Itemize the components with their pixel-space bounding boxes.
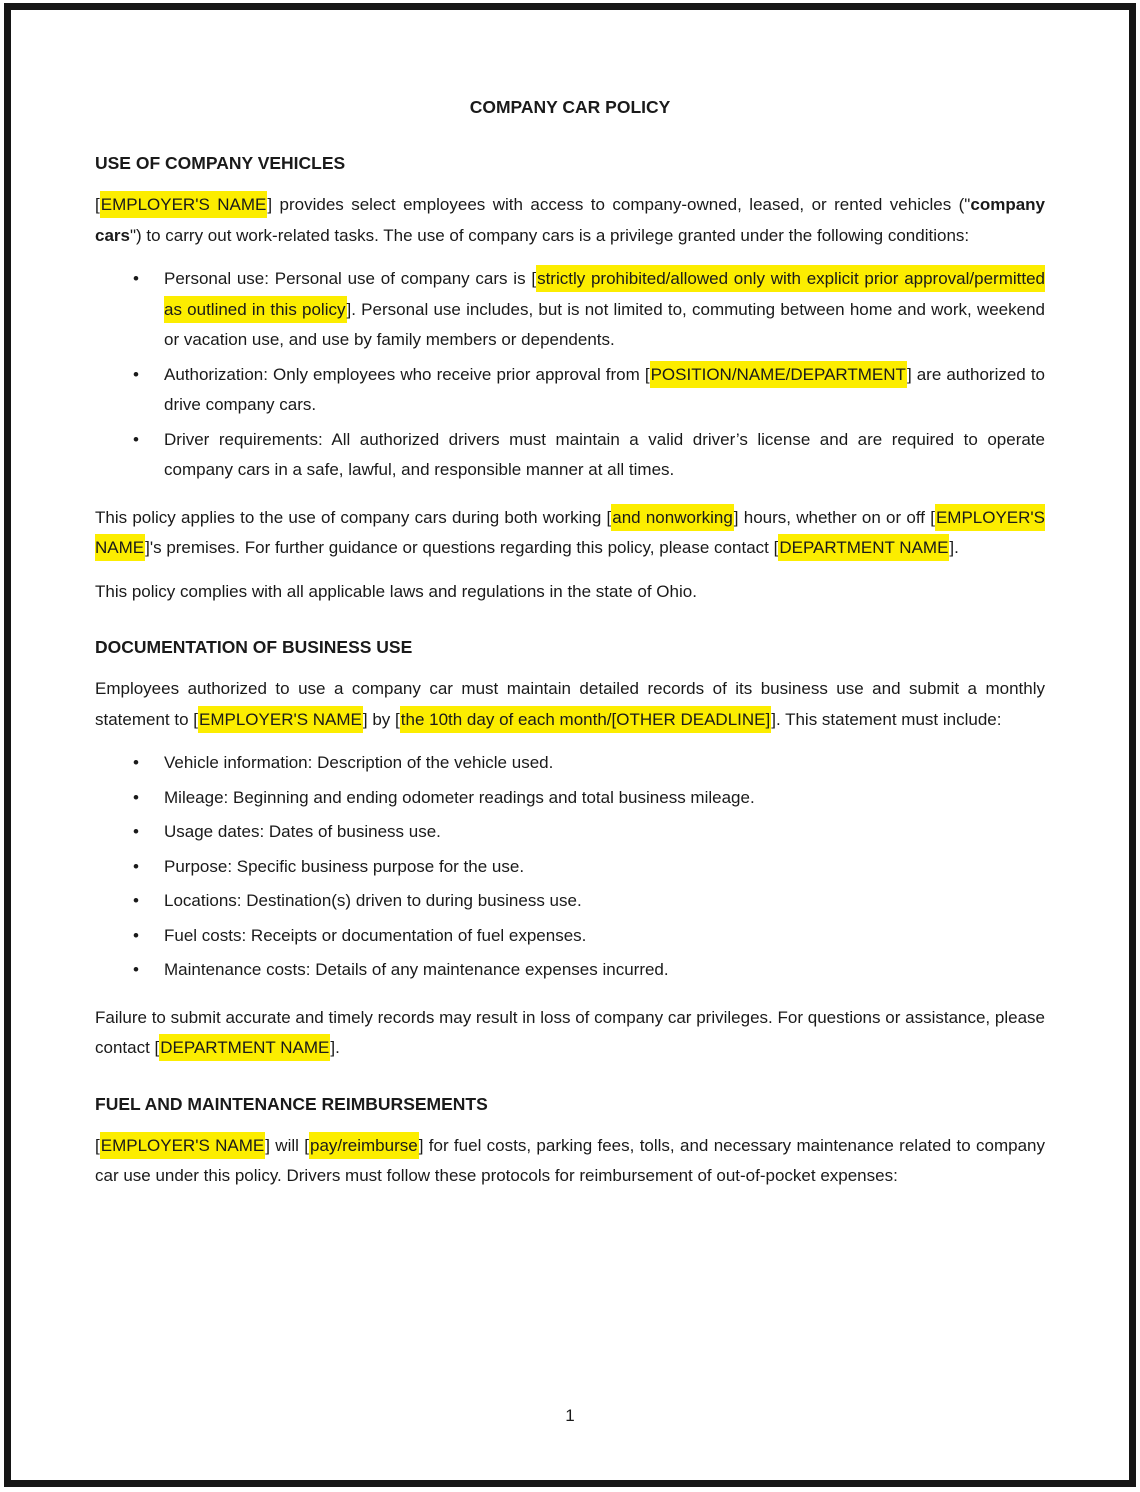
page-number: 1 <box>565 1406 575 1425</box>
text-run: Authorization: Only employees who receive prior approval from [ <box>164 364 650 384</box>
text-run: ]. This statement must include: <box>771 709 1002 729</box>
paragraph <box>95 190 1045 251</box>
text-run: Driver requirements: All authorized drivers must maintain a valid driver’s license and are required to operate company cars in a safe, lawful, and responsible manner at all times. <box>164 429 1045 479</box>
highlighted-placeholder: the 10th day of each month/[OTHER DEADLINE] <box>400 706 771 733</box>
text-run: ] are authorized to drive company cars. <box>164 364 1045 414</box>
highlighted-placeholder: pay/reimburse <box>309 1132 419 1159</box>
bullet-item <box>95 852 1045 883</box>
paragraph <box>95 674 1045 735</box>
bullet-item <box>95 886 1045 917</box>
bullet-item <box>95 360 1045 421</box>
bullet-item <box>95 425 1045 486</box>
text-run: This policy applies to the use of company cars during both working [ <box>95 507 612 527</box>
highlighted-placeholder: POSITION/NAME/DEPARTMENT <box>650 361 907 388</box>
text-run: ]'s premises. For further guidance or questions regarding this policy, please contact [ <box>145 538 779 557</box>
bullet-icon: • <box>133 822 139 841</box>
highlighted-placeholder: EMPLOYER'S NAME <box>198 706 363 733</box>
bullet-item <box>95 748 1045 779</box>
bullet-icon: • <box>133 787 139 807</box>
bullet-icon: • <box>133 925 139 945</box>
bullet-icon: • <box>133 960 139 979</box>
paragraph <box>95 1003 1045 1064</box>
text-run: [ <box>95 1135 100 1155</box>
bullet-icon: • <box>133 891 139 910</box>
bullet-item <box>95 264 1045 356</box>
text-run: ]. <box>949 538 959 557</box>
text-run: Employees authorized to use a company car must maintain detailed records of its business use and submit a monthly statement to [ <box>95 679 1045 729</box>
highlighted-placeholder: DEPARTMENT NAME <box>159 1034 330 1061</box>
text-run: [ <box>95 195 100 214</box>
highlighted-placeholder: strictly prohibited/allowed only with explicit prior approval/permitted as outlined in this policy <box>164 265 1045 323</box>
bullet-icon: • <box>133 429 139 449</box>
paragraph <box>95 1131 1045 1192</box>
text-run: Locations: Destination(s) driven to during business use. <box>164 891 582 910</box>
bullet-item <box>95 921 1045 952</box>
text-run: ]. <box>330 1038 340 1057</box>
bullet-item <box>95 955 1045 986</box>
text-run: ] by [ <box>362 709 400 729</box>
section-heading: DOCUMENTATION OF BUSINESS USE <box>95 637 413 657</box>
text-run: Fuel costs: Receipts or documentation of fuel expenses. <box>164 925 587 945</box>
highlighted-placeholder: DEPARTMENT NAME <box>778 534 949 561</box>
text-run: company cars <box>95 195 1045 245</box>
text-run: Personal use: Personal use of company cars is [ <box>164 269 537 288</box>
section-heading: FUEL AND MAINTENANCE REIMBURSEMENTS <box>95 1093 488 1114</box>
paragraph <box>95 503 1045 564</box>
document-body <box>95 0 1045 1205</box>
text-run: ") to carry out work-related tasks. The use of company cars is a privilege granted under the following conditions: <box>129 225 970 245</box>
text-run: Vehicle information: Description of the vehicle used. <box>164 753 554 772</box>
text-run: Failure to submit accurate and timely records may result in loss of company car privileges. For questions or assistance, please contact [ <box>95 1007 1045 1057</box>
highlighted-placeholder: EMPLOYER'S NAME <box>100 191 268 218</box>
paragraph <box>95 577 1045 608</box>
text-run: ] for fuel costs, parking fees, tolls, and necessary maintenance related to company car use under this policy. Drivers must follow these protocols for reimbursement of out-of-pocket expenses: <box>95 1135 1045 1185</box>
text-run: This policy complies with all applicable laws and regulations in the state of Ohio. <box>95 581 697 601</box>
text-run: Maintenance costs: Details of any maintenance expenses incurred. <box>164 960 669 979</box>
highlighted-placeholder: EMPLOYER'S NAME <box>95 504 1045 562</box>
bullet-icon: • <box>133 269 139 288</box>
bullet-icon: • <box>133 856 139 876</box>
document-title: COMPANY CAR POLICY <box>469 97 671 117</box>
text-run: Purpose: Specific business purpose for the use. <box>164 856 525 876</box>
bullet-icon: • <box>133 753 139 772</box>
highlighted-placeholder: EMPLOYER'S NAME <box>100 1132 266 1159</box>
section-heading: USE OF COMPANY VEHICLES <box>95 153 346 173</box>
text-run: Mileage: Beginning and ending odometer readings and total business mileage. <box>164 787 755 807</box>
text-run: ] provides select employees with access to company-owned, leased, or rented vehicles (" <box>267 195 971 214</box>
text-run: ]. Personal use includes, but is not limited to, commuting between home and work, weekend or vacation use, and use by family members or dependents. <box>164 299 1045 349</box>
bullet-item <box>95 817 1045 848</box>
document-content <box>95 148 1045 1192</box>
bullet-item <box>95 783 1045 814</box>
highlighted-placeholder: and nonworking <box>611 504 734 531</box>
text-run: ] hours, whether on or off [ <box>733 507 935 527</box>
text-run: Usage dates: Dates of business use. <box>164 822 441 841</box>
bullet-list <box>95 748 1045 986</box>
bullet-list <box>95 264 1045 486</box>
text-run: ] will [ <box>265 1135 309 1155</box>
bullet-icon: • <box>133 364 139 384</box>
